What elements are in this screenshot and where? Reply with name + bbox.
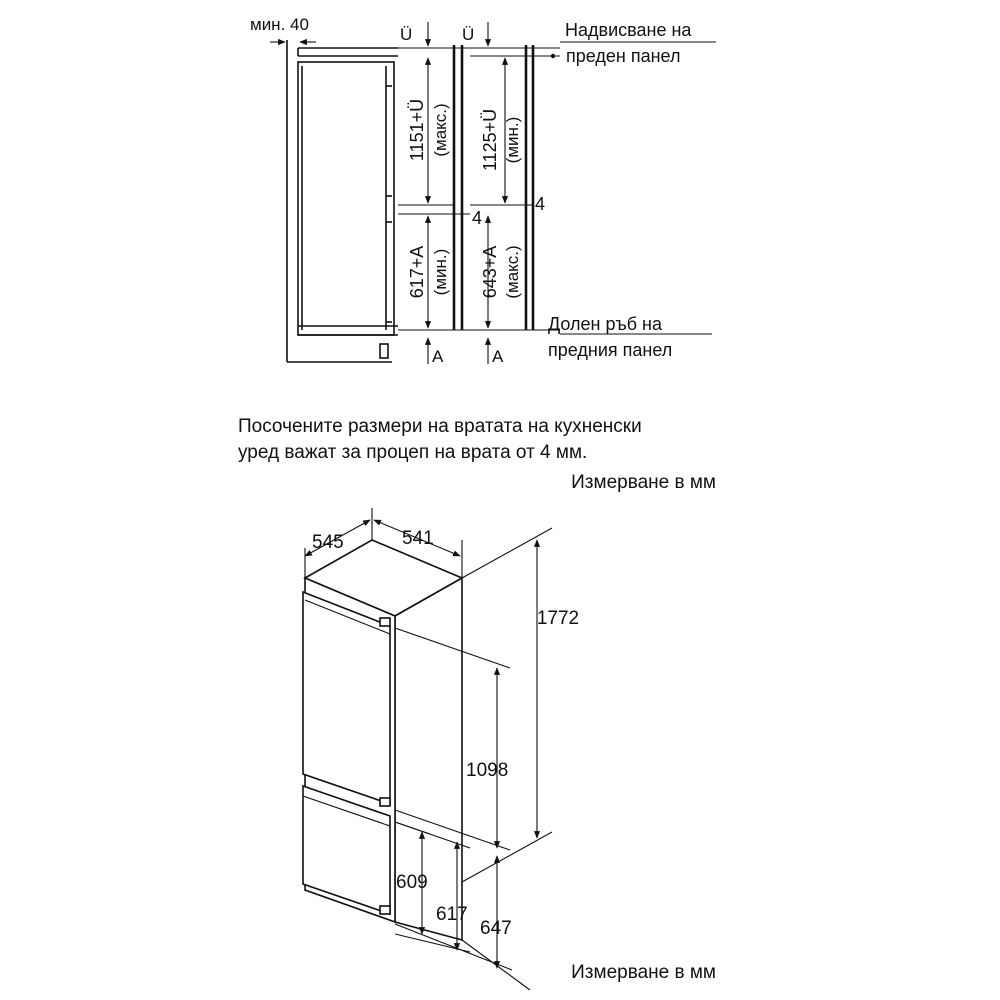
h647-label: 647: [480, 918, 512, 939]
note-units: Измерване в мм: [571, 472, 716, 493]
a-right-label: A: [492, 347, 504, 366]
lower-right-value: 643+A: [480, 245, 500, 299]
lower-left-value: 617+A: [407, 245, 427, 299]
isometric-diagram: [303, 508, 716, 990]
upper-left-qualifier: (макс.): [431, 103, 450, 157]
u-left-label: Ü: [400, 25, 413, 44]
note-line1: Посочените размери на вратата на кухненски: [238, 416, 642, 437]
gap-4-right: 4: [535, 194, 546, 214]
gap-label: мин. 40: [250, 15, 309, 34]
a-left-label: A: [432, 347, 444, 366]
lower-left-qualifier: (мин.): [431, 248, 450, 296]
note-overhang-line1: Надвисване на: [565, 20, 692, 40]
height-total-label: 1772: [536, 608, 580, 629]
note-overhang-line2: преден панел: [566, 46, 681, 66]
upper-right-qualifier: (мин.): [503, 116, 522, 164]
note-block: [238, 416, 716, 493]
u-right-label: Ü: [462, 25, 475, 44]
width-label: 541: [402, 528, 434, 549]
h617-label: 617: [436, 904, 468, 925]
bottom-units: Измерване в мм: [571, 962, 716, 983]
depth-label: 545: [312, 532, 344, 553]
gap-4-mid: 4: [472, 208, 483, 228]
note-line2: уред важат за процеп на врата от 4 мм.: [238, 442, 588, 463]
lower-right-qualifier: (макс.): [503, 245, 522, 299]
upper-left-value: 1151+Ü: [407, 98, 427, 162]
height-upper-label: 1098: [466, 760, 509, 781]
appliance-side-view: [298, 62, 398, 358]
upper-right-value: 1125+Ü: [480, 108, 500, 172]
side-section-diagram: [250, 15, 716, 366]
note-bottom-line1: Долен ръб на: [548, 314, 662, 334]
h609-label: 609: [396, 872, 428, 893]
upper-door: [303, 592, 390, 804]
note-bottom-line2: предния панел: [548, 340, 673, 360]
